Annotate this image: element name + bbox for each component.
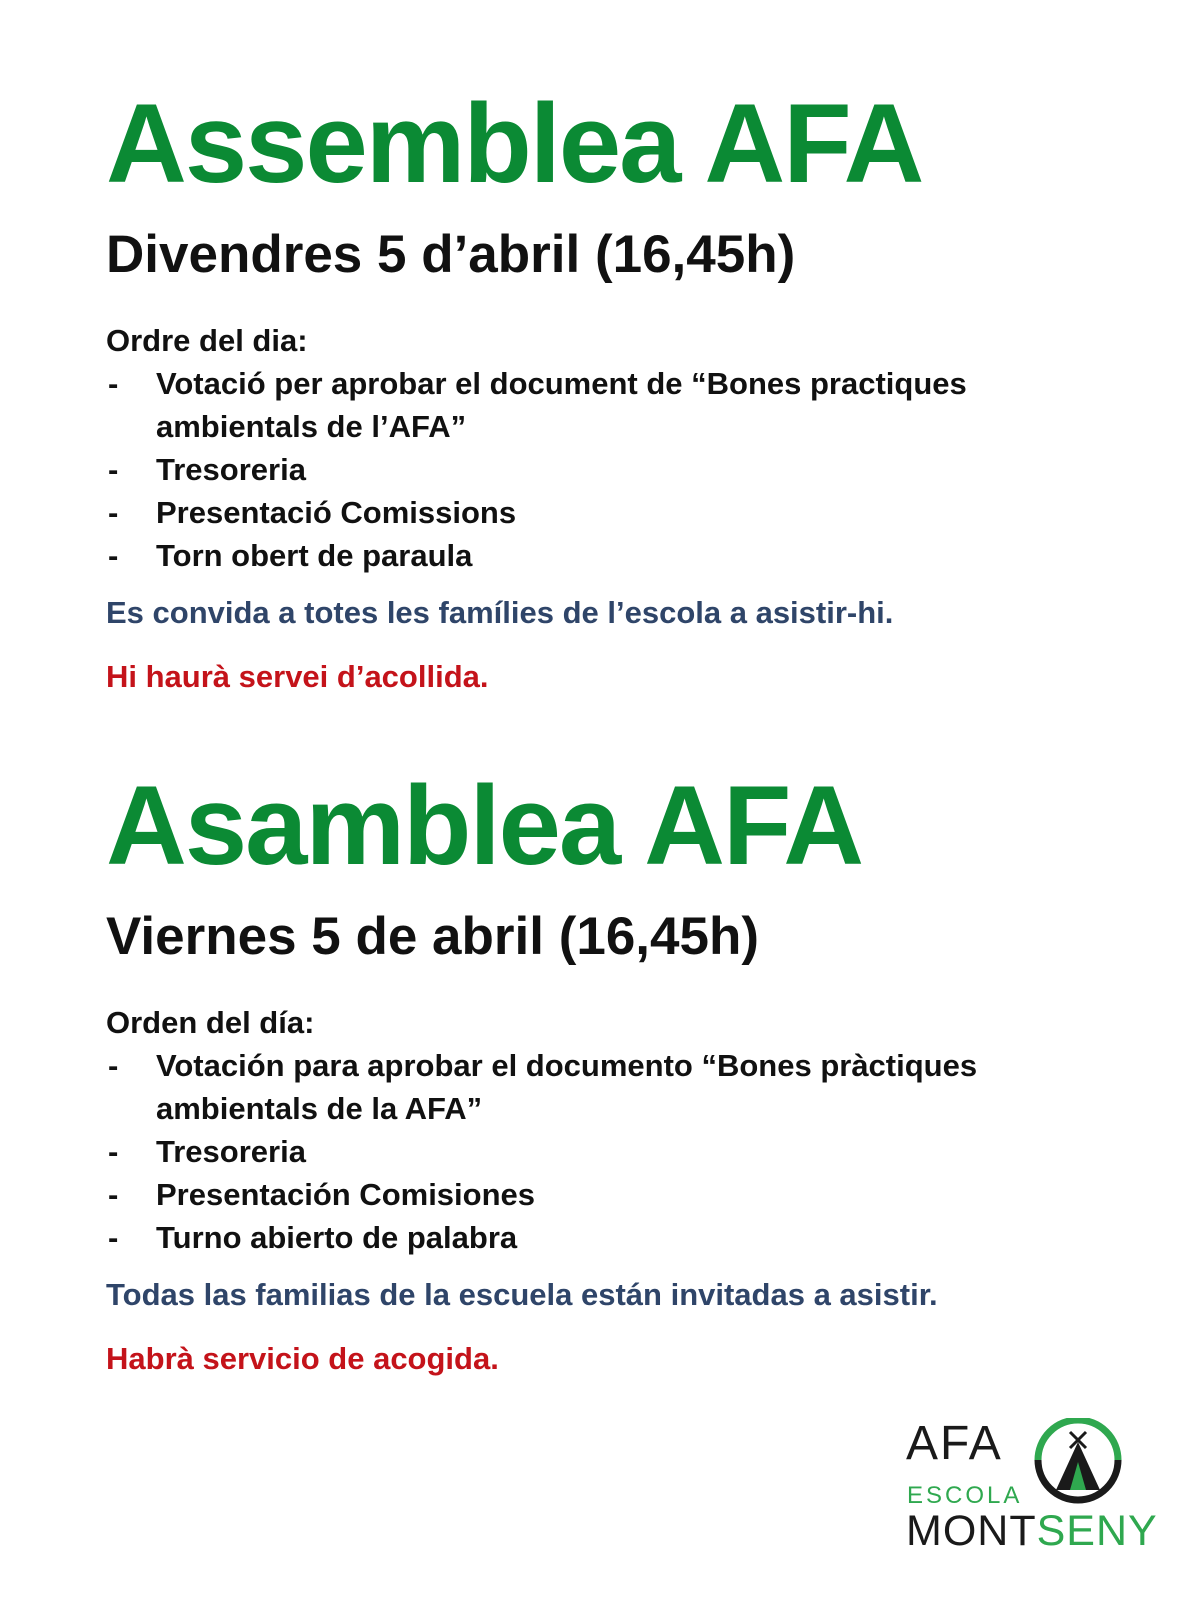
agenda-item-text: Votación para aprobar el documento “Bones pràctiques ambientals de la AFA” — [156, 1048, 978, 1126]
dash: - — [108, 1134, 119, 1169]
agenda-item-text: Tresoreria — [156, 1134, 306, 1169]
spanish-invite: Todas las familias de la escuela están invitadas a asistir. — [106, 1277, 938, 1312]
dash: - — [108, 495, 119, 530]
logo-name-part1: MONT — [906, 1507, 1037, 1555]
agenda-item — [106, 448, 1126, 491]
agenda-item-text: Presentación Comisiones — [156, 1177, 536, 1212]
dash: - — [108, 452, 119, 487]
agenda-item-text: Torn obert de paraula — [156, 538, 473, 573]
agenda-item — [106, 362, 1126, 448]
agenda-item-text: Tresoreria — [156, 452, 306, 487]
agenda-item — [106, 1130, 1126, 1173]
catalan-date: Divendres 5 d’abril (16,45h) — [106, 225, 796, 284]
spanish-agenda-list — [106, 1044, 1126, 1259]
logo-afa-text: AFA — [906, 1417, 1003, 1470]
catalan-section — [106, 81, 1126, 697]
spanish-notice: Habrà servicio de acogida. — [106, 1341, 499, 1376]
logo-escola-text: ESCOLA — [907, 1482, 1023, 1509]
agenda-item-text: Votació per aprobar el document de “Bones practiques ambientals de l’AFA” — [156, 366, 967, 444]
dash: - — [108, 366, 119, 401]
spanish-date: Viernes 5 de abril (16,45h) — [106, 907, 760, 966]
catalan-agenda-heading: Ordre del dia: — [106, 323, 308, 358]
spanish-title: Asamblea AFA — [106, 763, 863, 888]
spanish-section — [106, 763, 1126, 1379]
agenda-item — [106, 1173, 1126, 1216]
catalan-invite: Es convida a totes les famílies de l’escola a asistir-hi. — [106, 595, 894, 630]
catalan-agenda-list — [106, 362, 1126, 577]
agenda-item — [106, 534, 1126, 577]
dash: - — [108, 1048, 119, 1083]
agenda-item-text: Presentació Comissions — [156, 495, 517, 530]
catalan-title: Assemblea AFA — [106, 81, 923, 206]
agenda-item — [106, 1216, 1126, 1259]
afa-montseny-logo — [906, 1417, 1158, 1558]
spanish-agenda-heading: Orden del día: — [106, 1005, 315, 1040]
dash: - — [108, 1177, 119, 1212]
tent-mountain-icon — [1030, 1418, 1126, 1514]
dash: - — [108, 538, 119, 573]
logo-montseny-text — [906, 1507, 1158, 1555]
dash: - — [108, 1220, 119, 1255]
agenda-item-text: Turno abierto de palabra — [156, 1220, 518, 1255]
agenda-item — [106, 1044, 1126, 1130]
catalan-notice: Hi haurà servei d’acollida. — [106, 659, 489, 694]
agenda-item — [106, 491, 1126, 534]
logo-name-part2: SENY — [1036, 1507, 1158, 1555]
